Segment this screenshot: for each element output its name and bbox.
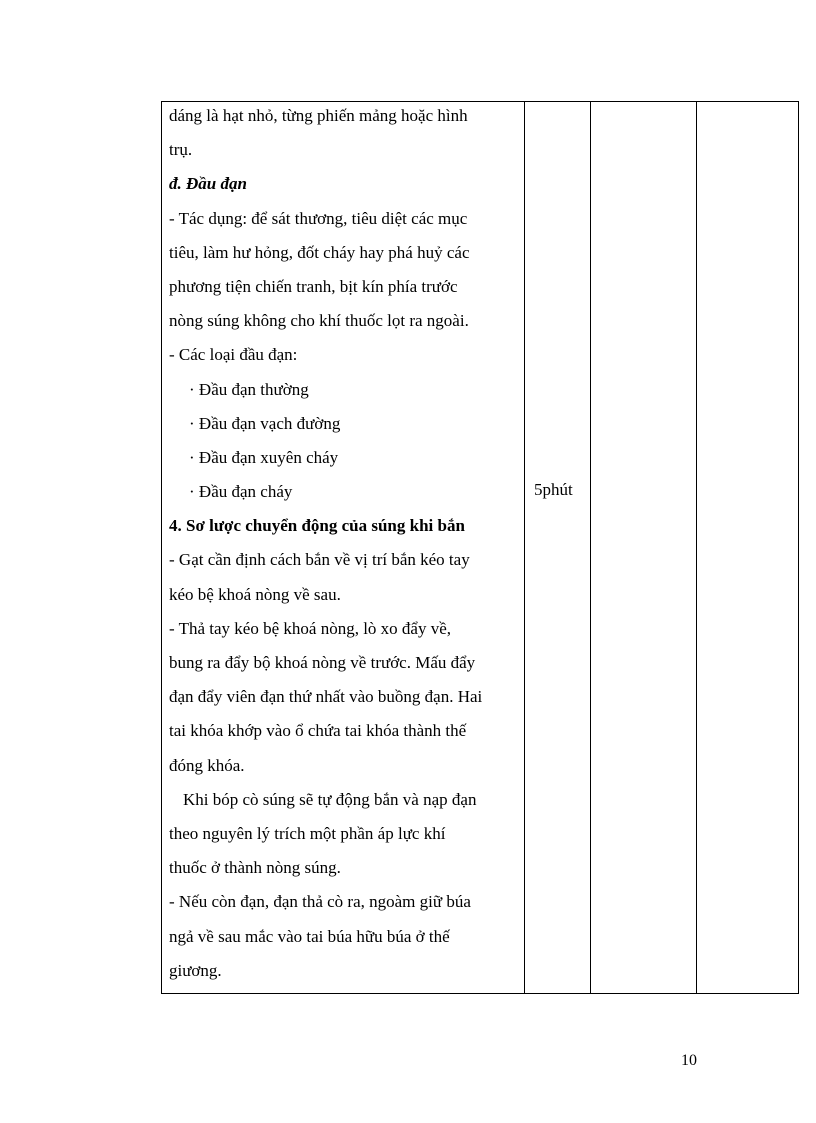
- text-line: phương tiện chiến tranh, bịt kín phía trước: [169, 276, 458, 296]
- section-heading: 4. Sơ lược chuyển động của súng khi bắn: [169, 516, 465, 536]
- column-divider: [590, 102, 591, 993]
- text-line: giương.: [169, 960, 222, 980]
- text-line: - Gạt cần định cách bắn về vị trí bắn kéo tay: [169, 550, 470, 570]
- text-line: · Đầu đạn thường: [189, 379, 309, 399]
- text-line: đạn đẩy viên đạn thứ nhất vào buồng đạn. Hai: [169, 687, 483, 707]
- text-line: đóng khóa.: [169, 755, 245, 775]
- text-line: Khi bóp cò súng sẽ tự động bắn và nạp đạn: [183, 789, 477, 809]
- text-line: tiêu, làm hư hỏng, đốt cháy hay phá huỷ các: [169, 242, 470, 262]
- time-cell: 5phút: [534, 480, 573, 499]
- text-line: tai khóa khớp vào ổ chứa tai khóa thành thế: [169, 721, 467, 741]
- text-line: - Nếu còn đạn, đạn thả cò ra, ngoàm giữ búa: [169, 892, 471, 912]
- text-line: nòng súng không cho khí thuốc lọt ra ngoài.: [169, 311, 469, 331]
- text-line: ngả về sau mắc vào tai búa hữu búa ở thế: [169, 926, 450, 946]
- text-line: kéo bệ khoá nòng về sau.: [169, 584, 341, 604]
- text-line: bung ra đẩy bộ khoá nòng về trước. Mấu đẩy: [169, 653, 476, 672]
- text-line: · Đầu đạn vạch đường: [189, 413, 341, 433]
- text-line: thuốc ở thành nòng súng.: [169, 858, 341, 878]
- column-divider: [696, 102, 697, 993]
- text-line: - Tác dụng: để sát thương, tiêu diệt các mục: [169, 208, 468, 228]
- section-heading: đ. Đầu đạn: [169, 174, 247, 194]
- text-line: - Thả tay kéo bệ khoá nòng, lò xo đẩy về,: [169, 618, 452, 638]
- page-number: 10: [681, 1052, 697, 1069]
- text-line: theo nguyên lý trích một phần áp lực khí: [169, 823, 446, 843]
- lesson-content-cell: [169, 102, 521, 991]
- text-line: · Đầu đạn xuyên cháy: [189, 447, 339, 467]
- text-line: dáng là hạt nhỏ, từng phiến mảng hoặc hình: [169, 106, 468, 125]
- text-line: trụ.: [169, 140, 193, 160]
- text-line: - Các loại đầu đạn:: [169, 345, 298, 365]
- column-divider: [524, 102, 525, 993]
- text-line: · Đầu đạn cháy: [189, 482, 293, 502]
- content-table: [161, 101, 799, 994]
